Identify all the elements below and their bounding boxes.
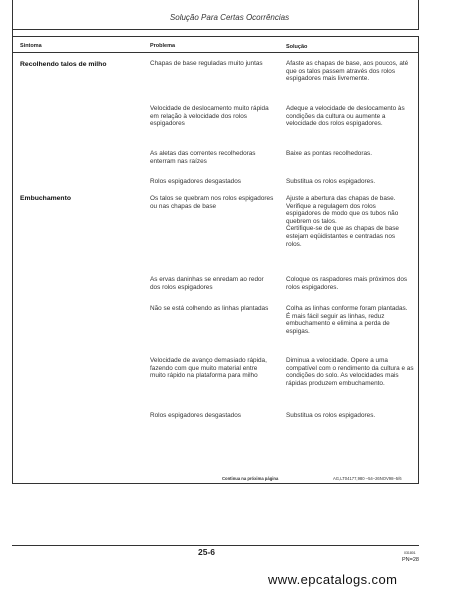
problem-text: Não se está colhendo as linhas plantadas: [150, 305, 269, 312]
solution-text: Diminua a velocidade. Opere a uma compatível com o rendimento da cultura e as condições do solo. As velocidades mais rápidas produzem embuchamento.: [286, 357, 414, 387]
solution-text: Colha as linhas conforme foram plantadas. É mais fácil seguir as linhas, reduz embuchamento e elimina a perda de espigas.: [286, 305, 408, 335]
symptom-label: Embuchamento: [20, 195, 71, 202]
page-number: 25-6: [198, 547, 216, 557]
pn-code: PN=28: [402, 557, 419, 563]
footer-rule: [12, 545, 419, 546]
column-header-solucao: Solução: [286, 44, 308, 50]
solution-text: Substitua os rolos espigadores.: [286, 412, 376, 419]
continued-notice: Continua na próxima página: [222, 476, 279, 481]
problem-text: As aletas das correntes recolhedoras enterram nas raízes: [150, 150, 256, 165]
column-header-problema: Problema: [150, 43, 176, 49]
problem-text: Rolos espigadores desgastados: [150, 412, 241, 419]
frame-left-line: [12, 0, 13, 484]
table-top-rule: [12, 36, 419, 37]
solution-text: Substitua os rolos espigadores.: [286, 178, 376, 185]
solution-text: Baixe as pontas recolhedoras.: [286, 150, 372, 157]
problem-text: As ervas daninhas se enredam ao redor dos rolos espigadores: [150, 276, 264, 291]
solution-text: Coloque os raspadores mais próximos dos rolos espigadores.: [286, 276, 408, 291]
revision-code: 031801: [404, 551, 416, 555]
solution-text: Ajuste a abertura das chapas de base. Verifique a regulagem dos rolos espigadores de modo que os tubos não quebrem os talos. Certifique-se de que as chapas de base estejam eqüidistantes e centradas nos rolos.: [286, 195, 399, 248]
problem-text: Chapas de base reguladas muito juntas: [150, 60, 263, 67]
problem-text: Velocidade de avanço demasiado rápida, fazendo com que muito material entre muito rápido na plataforma para milho: [150, 357, 267, 380]
header-bottom-rule: [12, 52, 419, 53]
symptom-label: Recolhendo talos de milho: [20, 61, 107, 68]
problem-text: Velocidade de deslocamento muito rápida em relação à velocidade dos rolos espigadores: [150, 105, 269, 128]
header-rule: [12, 29, 419, 30]
solution-text: Adeque a velocidade de deslocamento às condições da cultura ou aumente a velocidade dos rolos espigadores.: [286, 105, 405, 128]
solution-text: Afaste as chapas de base, aos poucos, até que os talos passem através dos rolos espigadores mais livremente.: [286, 60, 409, 83]
table-right-line: [418, 36, 419, 484]
problem-text: Rolos espigadores desgastados: [150, 178, 241, 185]
website-watermark: www.epcatalogs.com: [268, 572, 398, 587]
section-title: Solução Para Certas Ocorrências: [169, 13, 290, 22]
problem-text: Os talos se quebram nos rolos espigadores ou nas chapas de base: [150, 195, 274, 210]
column-header-sintoma: Sintoma: [20, 43, 42, 49]
document-reference: AG,LT04177,980 –54–26NOV98–5/6: [333, 476, 402, 481]
table-bottom-rule: [12, 483, 419, 484]
